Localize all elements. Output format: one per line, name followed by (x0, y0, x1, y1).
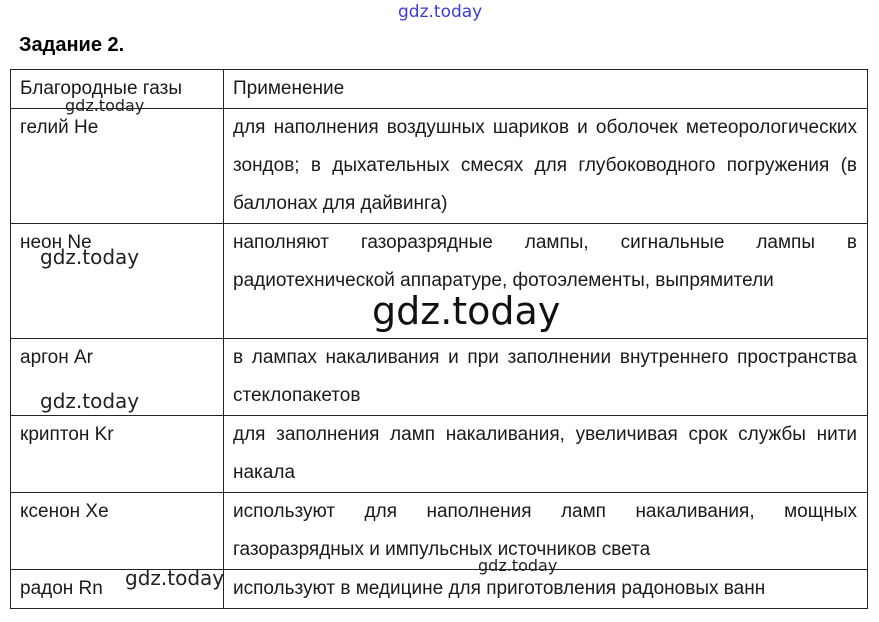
watermark: gdz.today (65, 96, 145, 115)
watermark: gdz.today (478, 556, 558, 575)
gas-name (11, 493, 224, 570)
table-row (11, 109, 868, 224)
header-gases: Благородные газы (11, 70, 224, 109)
gas-application: в лампах накаливания и при заполнении внутреннего пространства стеклопакетов (224, 339, 868, 416)
gas-application: для наполнения воздушных шариков и оболочек метеорологических зондов; в дыхательных смесях для глубоководного погружения (в баллонах для дайвинга) (224, 109, 868, 224)
gas-label: криптон Kr (20, 424, 114, 445)
gas-application: наполняют газоразрядные лампы, сигнальные лампы в радиотехнической аппаратуре, фотоэлементы, выпрямители (224, 224, 868, 339)
gas-name (11, 416, 224, 493)
gas-label: гелий He (20, 117, 99, 138)
noble-gases-table (10, 69, 868, 609)
task-title: Задание 2. (19, 34, 125, 56)
gas-label: радон Rn (20, 578, 103, 599)
gas-label: ксенон Xe (20, 501, 109, 522)
gas-label: аргон Ar (20, 347, 93, 368)
watermark: gdz.today (125, 566, 225, 590)
watermark-large: gdz.today (372, 289, 561, 333)
table-row (11, 493, 868, 570)
gas-application: для заполнения ламп накаливания, увеличивая срок службы нити накала (224, 416, 868, 493)
watermark: gdz.today (40, 245, 140, 269)
table-row (11, 416, 868, 493)
gas-application: используют для наполнения ламп накаливания, мощных газоразрядных и импульсных источников света (224, 493, 868, 570)
watermark-top: gdz.today (398, 2, 483, 22)
gas-application: используют в медицине для приготовления радоновых ванн (224, 570, 868, 609)
watermark: gdz.today (40, 389, 140, 413)
gas-label: неон Ne (20, 232, 92, 253)
gas-name (11, 224, 224, 339)
gas-name (11, 109, 224, 224)
header-application: Применение (224, 70, 868, 109)
